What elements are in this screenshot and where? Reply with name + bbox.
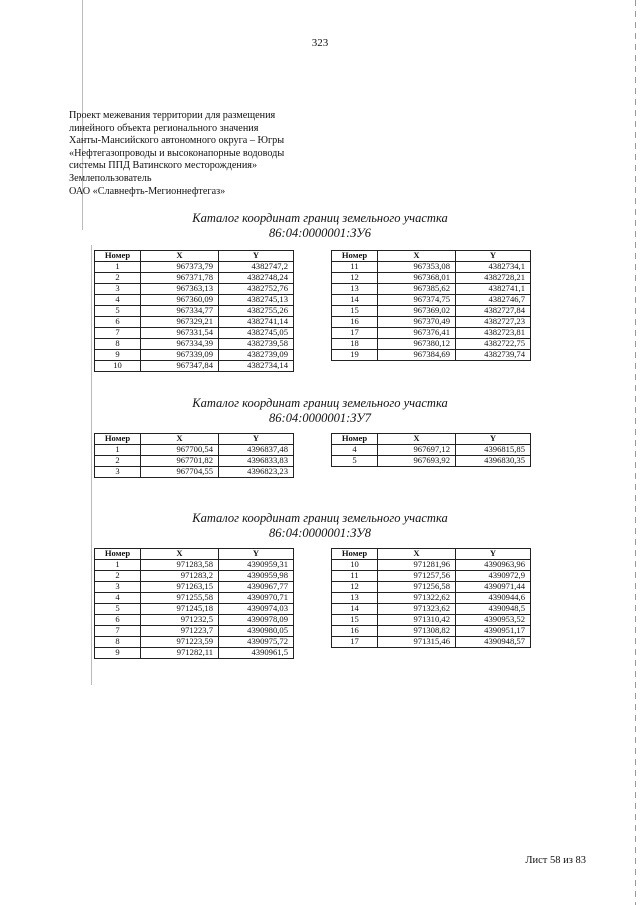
point-number-cell: 4: [332, 445, 378, 456]
coordinate-y-cell: 4390948,5: [456, 604, 531, 615]
catalog-title: [0, 511, 640, 541]
table-row: [95, 604, 294, 615]
point-number-cell: 5: [95, 604, 141, 615]
coordinate-y-cell: 4390961,5: [219, 648, 294, 659]
catalog-title: [0, 396, 640, 426]
coordinate-y-cell: 4390978,09: [219, 615, 294, 626]
coordinates-table-right: [331, 548, 531, 648]
coordinate-x-cell: 967376,41: [378, 328, 456, 339]
coordinate-x-cell: 971310,42: [378, 615, 456, 626]
table-row: [95, 445, 294, 456]
page-footer: Лист 58 из 83: [525, 855, 586, 866]
coordinate-x-cell: 971315,46: [378, 637, 456, 648]
point-number-cell: 13: [332, 284, 378, 295]
coordinate-x-cell: 967693,92: [378, 456, 456, 467]
point-number-cell: 6: [95, 317, 141, 328]
coordinate-x-cell: 971283,2: [141, 571, 219, 582]
coordinate-x-cell: 971257,56: [378, 571, 456, 582]
table-row: [332, 571, 531, 582]
point-number-cell: 2: [95, 456, 141, 467]
point-number-cell: 18: [332, 339, 378, 350]
coordinate-y-cell: 4382728,21: [456, 273, 531, 284]
coordinates-table-right: [331, 250, 531, 361]
point-number-cell: 4: [95, 295, 141, 306]
coordinate-x-cell: 967701,82: [141, 456, 219, 467]
coordinate-y-cell: 4382722,75: [456, 339, 531, 350]
document-header: [69, 110, 284, 198]
point-number-cell: 6: [95, 615, 141, 626]
coordinate-y-cell: 4382739,09: [219, 350, 294, 361]
coordinate-y-cell: 4390970,71: [219, 593, 294, 604]
coordinate-y-cell: 4382741,1: [456, 284, 531, 295]
scan-edge-line: [635, 0, 636, 905]
coordinates-table-right: [331, 433, 531, 467]
header-line: Землепользователь: [69, 172, 152, 184]
coordinate-y-cell: 4390975,72: [219, 637, 294, 648]
coordinate-x-cell: 967384,69: [378, 350, 456, 361]
coordinate-y-cell: 4390948,57: [456, 637, 531, 648]
header-number: Номер: [95, 549, 141, 560]
point-number-cell: 7: [95, 328, 141, 339]
table-row: [332, 317, 531, 328]
table-header-row: [332, 251, 531, 262]
coordinate-y-cell: 4382745,13: [219, 295, 294, 306]
coordinate-y-cell: 4390951,17: [456, 626, 531, 637]
point-number-cell: 15: [332, 306, 378, 317]
header-line: Проект межевания территории для размещения: [69, 110, 276, 121]
coordinate-x-cell: 967700,54: [141, 445, 219, 456]
page-number: 323: [311, 37, 329, 49]
coordinate-x-cell: 967371,78: [141, 273, 219, 284]
table-row: [95, 273, 294, 284]
coordinate-x-cell: 971322,62: [378, 593, 456, 604]
header-y: Y: [456, 549, 531, 560]
coordinate-x-cell: 967380,12: [378, 339, 456, 350]
header-y: Y: [219, 549, 294, 560]
coordinate-y-cell: 4390963,96: [456, 560, 531, 571]
coordinate-x-cell: 967334,77: [141, 306, 219, 317]
coordinate-x-cell: 967697,12: [378, 445, 456, 456]
header-line: линейного объекта регионального значения: [69, 122, 259, 134]
coordinate-x-cell: 971323,62: [378, 604, 456, 615]
point-number-cell: 14: [332, 295, 378, 306]
coordinate-x-cell: 967374,75: [378, 295, 456, 306]
coordinate-y-cell: 4382746,7: [456, 295, 531, 306]
catalog-parcel-id: 86:04:0000001:ЗУ7: [269, 411, 371, 425]
coordinate-y-cell: 4396837,48: [219, 445, 294, 456]
header-x: X: [141, 251, 219, 262]
table-row: [332, 593, 531, 604]
table-row: [332, 339, 531, 350]
table-row: [95, 339, 294, 350]
table-header-row: [95, 549, 294, 560]
table-header-row: [95, 434, 294, 445]
table-row: [332, 284, 531, 295]
coordinate-x-cell: 967363,13: [141, 284, 219, 295]
point-number-cell: 8: [95, 339, 141, 350]
point-number-cell: 1: [95, 262, 141, 273]
header-number: Номер: [332, 549, 378, 560]
coordinate-y-cell: 4382734,14: [219, 361, 294, 372]
header-y: Y: [219, 434, 294, 445]
scan-artifact-line: [91, 245, 92, 685]
coordinate-y-cell: 4382748,24: [219, 273, 294, 284]
table-row: [332, 295, 531, 306]
header-line: системы ППД Ватинского месторождения»: [69, 160, 258, 172]
point-number-cell: 10: [332, 560, 378, 571]
coordinate-y-cell: 4390959,98: [219, 571, 294, 582]
coordinate-x-cell: 971263,15: [141, 582, 219, 593]
coordinate-y-cell: 4390959,31: [219, 560, 294, 571]
table-row: [95, 467, 294, 478]
point-number-cell: 5: [332, 456, 378, 467]
point-number-cell: 9: [95, 350, 141, 361]
header-x: X: [378, 251, 456, 262]
coordinate-x-cell: 971256,58: [378, 582, 456, 593]
header-y: Y: [456, 434, 531, 445]
point-number-cell: 16: [332, 626, 378, 637]
table-row: [332, 328, 531, 339]
point-number-cell: 7: [95, 626, 141, 637]
point-number-cell: 17: [332, 637, 378, 648]
table-row: [95, 350, 294, 361]
table-row: [95, 306, 294, 317]
coordinate-y-cell: 4396815,85: [456, 445, 531, 456]
header-x: X: [378, 549, 456, 560]
header-y: Y: [456, 251, 531, 262]
coordinate-y-cell: 4396833,83: [219, 456, 294, 467]
table-row: [332, 637, 531, 648]
coordinate-y-cell: 4390972,9: [456, 571, 531, 582]
coordinate-x-cell: 967704,55: [141, 467, 219, 478]
table-row: [95, 560, 294, 571]
table-row: [95, 456, 294, 467]
table-row: [332, 626, 531, 637]
table-row: [95, 648, 294, 659]
table-row: [95, 615, 294, 626]
coordinate-y-cell: 4382745,05: [219, 328, 294, 339]
coordinate-y-cell: 4390974,03: [219, 604, 294, 615]
table-row: [95, 284, 294, 295]
header-line: Ханты-Мансийского автономного округа – Югры: [69, 135, 285, 147]
coordinate-x-cell: 971255,58: [141, 593, 219, 604]
coordinate-y-cell: 4382723,81: [456, 328, 531, 339]
catalog-title: [0, 211, 640, 241]
coordinates-table-left: [94, 548, 294, 659]
table-header-row: [95, 251, 294, 262]
point-number-cell: 11: [332, 571, 378, 582]
point-number-cell: 12: [332, 273, 378, 284]
table-row: [332, 306, 531, 317]
catalog-title-text: Каталог координат границ земельного участка: [192, 511, 448, 525]
coordinate-y-cell: 4390944,6: [456, 593, 531, 604]
coordinate-y-cell: 4390980,05: [219, 626, 294, 637]
table-row: [332, 262, 531, 273]
point-number-cell: 19: [332, 350, 378, 361]
coordinate-y-cell: 4382739,58: [219, 339, 294, 350]
point-number-cell: 4: [95, 593, 141, 604]
coordinate-x-cell: 967360,09: [141, 295, 219, 306]
header-number: Номер: [95, 251, 141, 262]
table-row: [95, 593, 294, 604]
coordinate-x-cell: 967368,01: [378, 273, 456, 284]
table-row: [332, 560, 531, 571]
point-number-cell: 12: [332, 582, 378, 593]
point-number-cell: 16: [332, 317, 378, 328]
coordinate-x-cell: 967353,08: [378, 262, 456, 273]
coordinate-x-cell: 971245,18: [141, 604, 219, 615]
coordinates-table-left: [94, 433, 294, 478]
point-number-cell: 8: [95, 637, 141, 648]
coordinate-y-cell: 4390953,52: [456, 615, 531, 626]
header-number: Номер: [332, 251, 378, 262]
table-row: [95, 637, 294, 648]
table-row: [95, 295, 294, 306]
coordinate-x-cell: 967334,39: [141, 339, 219, 350]
coordinate-x-cell: 971223,7: [141, 626, 219, 637]
coordinate-y-cell: 4382734,1: [456, 262, 531, 273]
header-line: «Нефтегазопроводы и высоконапорные водоводы: [69, 147, 285, 159]
point-number-cell: 5: [95, 306, 141, 317]
header-line: ОАО «Славнефть-Мегионнефтегаз»: [69, 185, 226, 197]
coordinates-table-left: [94, 250, 294, 372]
coordinate-y-cell: 4382739,74: [456, 350, 531, 361]
catalog-title-text: Каталог координат границ земельного участка: [192, 211, 448, 225]
point-number-cell: 3: [95, 582, 141, 593]
table-header-row: [332, 549, 531, 560]
point-number-cell: 10: [95, 361, 141, 372]
coordinate-x-cell: 971281,96: [378, 560, 456, 571]
coordinate-x-cell: 967369,02: [378, 306, 456, 317]
table-row: [95, 571, 294, 582]
point-number-cell: 3: [95, 284, 141, 295]
coordinate-y-cell: 4382755,26: [219, 306, 294, 317]
table-row: [332, 604, 531, 615]
header-x: X: [378, 434, 456, 445]
point-number-cell: 14: [332, 604, 378, 615]
coordinate-x-cell: 967329,21: [141, 317, 219, 328]
coordinate-x-cell: 967339,09: [141, 350, 219, 361]
table-row: [332, 273, 531, 284]
coordinate-x-cell: 971232,5: [141, 615, 219, 626]
point-number-cell: 3: [95, 467, 141, 478]
point-number-cell: 1: [95, 445, 141, 456]
coordinate-x-cell: 967370,49: [378, 317, 456, 328]
table-row: [332, 350, 531, 361]
coordinate-y-cell: 4390967,77: [219, 582, 294, 593]
point-number-cell: 1: [95, 560, 141, 571]
point-number-cell: 13: [332, 593, 378, 604]
header-number: Номер: [95, 434, 141, 445]
coordinate-y-cell: 4396823,23: [219, 467, 294, 478]
catalog-parcel-id: 86:04:0000001:ЗУ6: [269, 226, 371, 240]
table-row: [95, 328, 294, 339]
coordinate-x-cell: 967347,84: [141, 361, 219, 372]
coordinate-x-cell: 971282,11: [141, 648, 219, 659]
coordinate-y-cell: 4382747,2: [219, 262, 294, 273]
point-number-cell: 17: [332, 328, 378, 339]
table-row: [95, 317, 294, 328]
coordinate-y-cell: 4382752,76: [219, 284, 294, 295]
coordinate-y-cell: 4382727,23: [456, 317, 531, 328]
coordinate-y-cell: 4390971,44: [456, 582, 531, 593]
coordinate-x-cell: 967385,62: [378, 284, 456, 295]
coordinate-y-cell: 4396830,35: [456, 456, 531, 467]
point-number-cell: 2: [95, 571, 141, 582]
header-x: X: [141, 434, 219, 445]
point-number-cell: 2: [95, 273, 141, 284]
coordinate-x-cell: 967331,54: [141, 328, 219, 339]
table-row: [332, 445, 531, 456]
header-number: Номер: [332, 434, 378, 445]
coordinate-x-cell: 967373,79: [141, 262, 219, 273]
coordinate-y-cell: 4382741,14: [219, 317, 294, 328]
table-row: [332, 582, 531, 593]
table-row: [332, 456, 531, 467]
table-row: [332, 615, 531, 626]
table-row: [95, 361, 294, 372]
point-number-cell: 15: [332, 615, 378, 626]
header-x: X: [141, 549, 219, 560]
coordinate-x-cell: 971283,58: [141, 560, 219, 571]
point-number-cell: 9: [95, 648, 141, 659]
catalog-title-text: Каталог координат границ земельного участка: [192, 396, 448, 410]
header-y: Y: [219, 251, 294, 262]
coordinate-x-cell: 971308,82: [378, 626, 456, 637]
point-number-cell: 11: [332, 262, 378, 273]
table-row: [95, 582, 294, 593]
table-row: [95, 626, 294, 637]
table-row: [95, 262, 294, 273]
coordinate-y-cell: 4382727,84: [456, 306, 531, 317]
coordinate-x-cell: 971223,59: [141, 637, 219, 648]
table-header-row: [332, 434, 531, 445]
catalog-parcel-id: 86:04:0000001:ЗУ8: [269, 526, 371, 540]
